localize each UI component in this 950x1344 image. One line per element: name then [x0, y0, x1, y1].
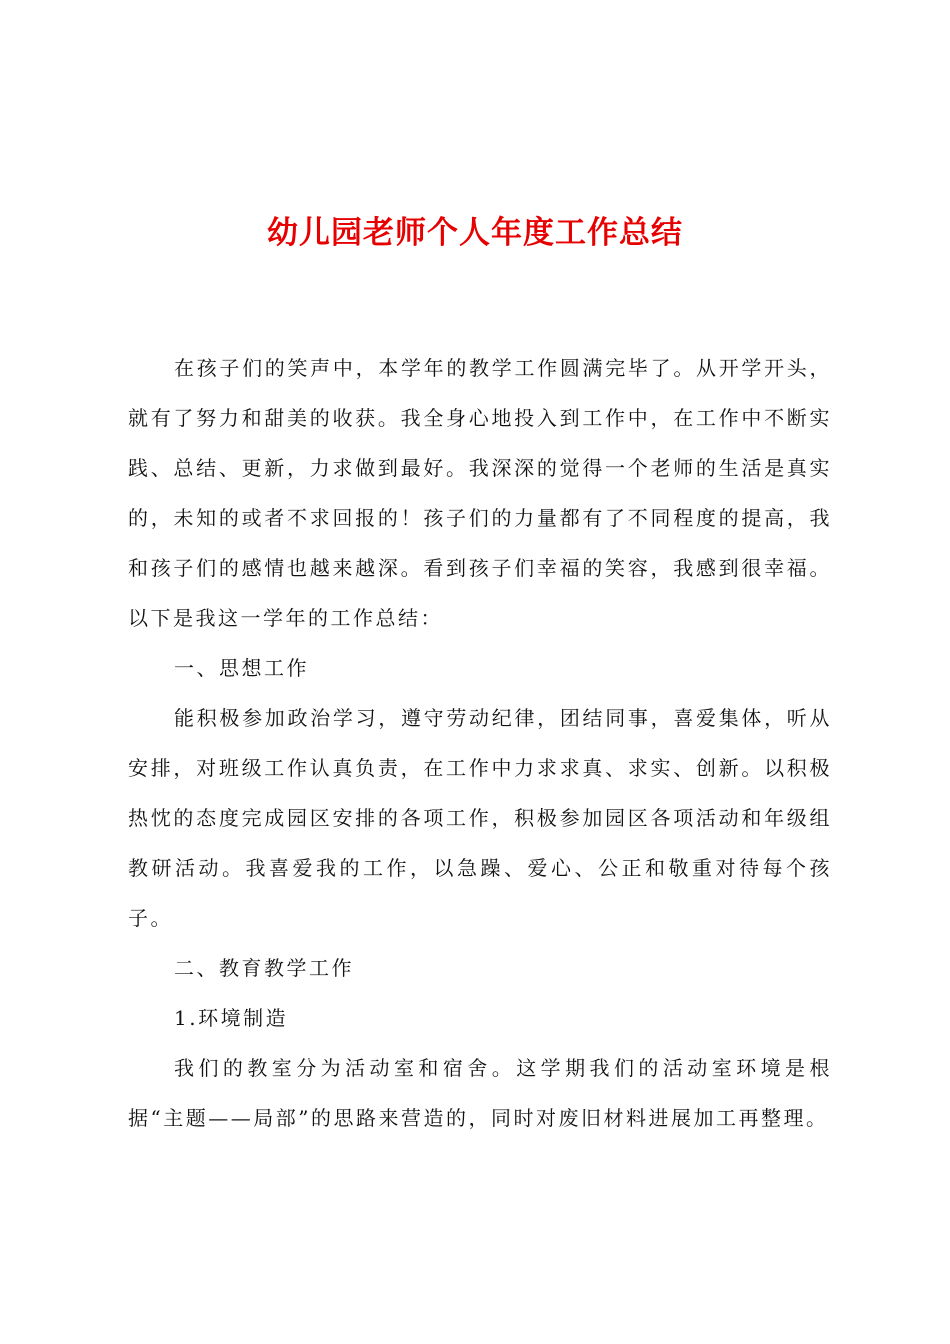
- subsection-heading-environment: 1.环境制造: [174, 1006, 289, 1030]
- document-body: [128, 343, 832, 1143]
- document-title: 幼儿园老师个人年度工作总结: [267, 215, 683, 251]
- section-heading-teaching: 二、教育教学工作: [174, 956, 354, 980]
- environment-paragraph: 我们的教室分为活动室和宿舍。这学期我们的活动室环境是根据“主题——局部”的思路来营造的，同时对废旧材料进展加工再整理。: [128, 1056, 832, 1130]
- ideology-paragraph: 能积极参加政治学习，遵守劳动纪律，团结同事，喜爱集体，听从安排，对班级工作认真负责，在工作中力求求真、求实、创新。以积极热忱的态度完成园区安排的各项工作，积极参加园区各项活动和年级组教研活动。我喜爱我的工作，以急躁、爱心、公正和敬重对待每个孩子。: [128, 706, 832, 930]
- section-heading-ideology: 一、思想工作: [174, 656, 309, 680]
- intro-paragraph: 在孩子们的笑声中，本学年的教学工作圆满完毕了。从开学开头，就有了努力和甜美的收获。我全身心地投入到工作中，在工作中不断实践、总结、更新，力求做到最好。我深深的觉得一个老师的生活是真实的，未知的或者不求回报的！孩子们的力量都有了不同程度的提高，我和孩子们的感情也越来越深。看到孩子们幸福的笑容，我感到很幸福。以下是我这一学年的工作总结：: [128, 356, 832, 630]
